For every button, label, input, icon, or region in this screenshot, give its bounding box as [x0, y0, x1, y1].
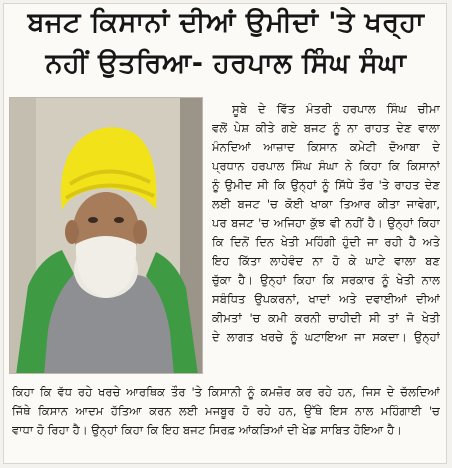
- eye-right: [114, 217, 124, 223]
- article-line: ਪਰ ਬਜਟ 'ਚ ਅਜਿਹਾ ਕੁੱਝ ਵੀ ਨਹੀਂ ਹੈ। ਉਨ੍ਹਾਂ ਕਿਹਾ: [212, 216, 440, 230]
- article-line: ਕੀਮਤਾਂ 'ਚ ਕਮੀ ਕਰਨੀ ਚਾਹੀਦੀ ਸੀ ਤਾਂ ਜੋ ਖੇਤੀ: [212, 311, 440, 325]
- article-line: ਦੇ ਲਾਗਤ ਖਰਚੇ ਨੂੰ ਘਟਾਇਆ ਜਾ ਸਕਦਾ। ਉਨ੍ਹਾਂ: [212, 330, 440, 344]
- eye-left: [88, 217, 98, 223]
- ear-left: [65, 220, 79, 244]
- portrait-photo-illustration: [10, 98, 203, 374]
- article-line: ਜਿੱਥੇ ਕਿਸਾਨ ਆਦਮ ਹੱਤਿਆ ਕਰਨ ਲਈ ਮਜਬੂਰ ਹੋ ਰਹੇ ਹਨ, ਉੱਥੇ ਇਸ ਨਾਲ ਮਹਿੰਗਾਈ 'ਚ: [12, 404, 440, 418]
- article-line: ਸਬੰਧਿਤ ਉਪਕਰਨਾਂ, ਖਾਦਾਂ ਅਤੇ ਦਵਾਈਆਂ ਦੀਆਂ: [212, 292, 440, 306]
- headline-line-1: ਬਜਟ ਕਿਸਾਨਾਂ ਦੀਆਂ ਉਮੀਦਾਂ 'ਤੇ ਖਰ੍ਹਾ: [27, 7, 425, 38]
- article-line: ਚੁੱਕਾ ਹੈ। ਉਨ੍ਹਾਂ ਕਿਹਾ ਕਿ ਸਰਕਾਰ ਨੂੰ ਖੇਤੀ ਨਾਲ: [212, 273, 440, 287]
- headline-line-2: ਨਹੀਂ ਉਤਰਿਆ- ਹਰਪਾਲ ਸਿੰਘ ਸੰਘਾ: [45, 48, 407, 79]
- article-line: ਲਈ ਬਜਟ 'ਚ ਕੋਈ ਖਾਕਾ ਤਿਆਰ ਕੀਤਾ ਜਾਵੇਗਾ,: [212, 197, 440, 211]
- article-line: ਪ੍ਰਧਾਨ ਹਰਪਾਲ ਸਿੰਘ ਸੰਘਾ ਨੇ ਕਿਹਾ ਕਿ ਕਿਸਾਨਾਂ: [212, 159, 440, 173]
- portrait-photo: [9, 97, 203, 374]
- article-line: ਵਾਧਾ ਹੋ ਰਿਹਾ ਹੈ। ਉਨ੍ਹਾਂ ਕਿਹਾ ਕਿ ਇਹ ਬਜਟ ਸਿਰਫ਼ ਆਂਕੜਿਆਂ ਦੀ ਖੇਡ ਸਾਬਿਤ ਹੋਇਆ ਹੈ।: [12, 423, 403, 437]
- article-line: ਕਿ ਦਿਨੋਂ ਦਿਨ ਖੇਤੀ ਮਹਿੰਗੀ ਹੁੰਦੀ ਜਾ ਰਹੀ ਹੈ ਅਤੇ: [212, 235, 440, 249]
- article-line: ਸੂਬੇ ਦੇ ਵਿੱਤ ਮੰਤਰੀ ਹਰਪਾਲ ਸਿੰਘ ਚੀਮਾ: [232, 102, 440, 116]
- ear-right: [133, 220, 147, 244]
- article-line: ਇਹ ਕਿੱਤਾ ਲਾਹੇਵੰਦ ਨਾ ਹੋ ਕੇ ਘਾਟੇ ਵਾਲਾ ਬਣ: [212, 254, 440, 268]
- article-line: ਮੰਨਦਿਆਂ ਆਜ਼ਾਦ ਕਿਸਾਨ ਕਮੇਟੀ ਦੋਆਬਾ ਦੇ: [212, 140, 440, 154]
- article-line: ਕਿਹਾ ਕਿ ਵੱਧ ਰਹੇ ਖਰਚੇ ਆਰਥਿਕ ਤੌਰ 'ਤੇ ਕਿਸਾਨੀ ਨੂੰ ਕਮਜ਼ੋਰ ਕਰ ਰਹੇ ਹਨ, ਜਿਸ ਦੇ ਚੱਲਦਿਆਂ: [12, 385, 440, 399]
- article-line: ਵਲੋਂ ਪੇਸ਼ ਕੀਤੇ ਗਏ ਬਜਟ ਨੂੰ ਨਾ ਰਾਹਤ ਦੇਣ ਵਾਲਾ: [212, 121, 440, 135]
- article-line: ਨੂੰ ਉਮੀਦ ਸੀ ਕਿ ਉਨ੍ਹਾਂ ਨੂੰ ਸਿੱਧੇ ਤੌਰ 'ਤੇ ਰਾਹਤ ਦੇਣ: [212, 178, 440, 192]
